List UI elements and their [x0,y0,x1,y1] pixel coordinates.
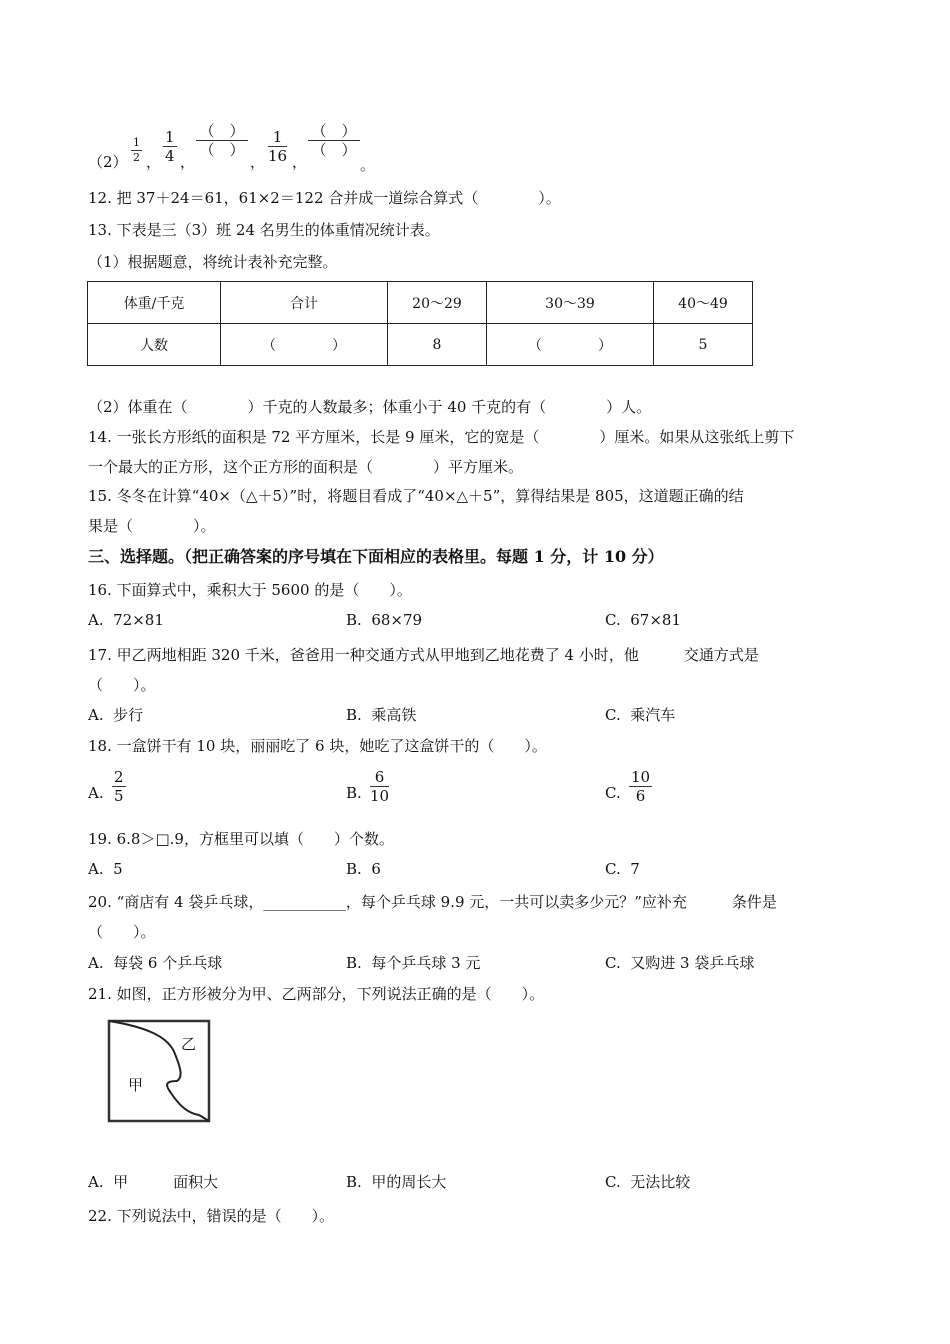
option-b[interactable]: B. 68×79 [346,611,423,629]
numerator: 2 [114,768,124,786]
option-a[interactable]: A. 步行 [88,706,144,724]
table-cell: 8 [388,324,487,366]
option-b[interactable]: B. 甲的周长大 [346,1173,447,1191]
option-a-fraction[interactable] [112,768,126,805]
numerator: 1 [133,136,140,149]
option-b-fraction[interactable] [370,768,389,805]
option-b[interactable]: B. 每个乒乓球 3 元 [346,954,481,972]
question-18: 18. 一盒饼干有 10 块，丽丽吃了 6 块，她吃了这盒饼干的（ ）。 [88,737,547,755]
question-19: 19. 6.8＞□.9，方框里可以填（ ）个数。 [88,830,394,848]
option-c[interactable]: C. 无法比较 [605,1173,691,1191]
denominator: （ ） [311,141,357,159]
option-b[interactable]: B. 6 [346,860,381,878]
table-cell: 5 [654,324,753,366]
option-c[interactable]: C. 乘汽车 [605,706,676,724]
table-header: 40～49 [654,282,753,324]
numerator: （ ） [196,122,248,141]
denominator: 5 [114,787,124,805]
option-c[interactable]: C. 7 [605,860,640,878]
option-b-label[interactable]: B. [346,784,362,802]
denominator: 4 [165,147,175,165]
comma: ， [250,153,266,171]
weight-stats-table [87,281,753,366]
question-14-line2: 一个最大的正方形，这个正方形的面积是（ ）平方厘米。 [88,458,524,476]
option-a[interactable]: A. 5 [88,860,123,878]
fraction [163,128,177,165]
question-13-sub2: （2）体重在（ ）千克的人数最多；体重小于 40 千克的有（ ）人。 [88,398,652,416]
option-a[interactable]: A. 72×81 [88,611,164,629]
question-13-sub1: （1）根据题意，将统计表补充完整。 [88,253,338,271]
fraction-blank[interactable] [196,122,248,159]
option-c[interactable]: C. 又购进 3 袋乒乓球 [605,954,755,972]
question-17: 17. 甲乙两地相距 320 千米，爸爸用一种交通方式从甲地到乙地花费了 4 小时，他 交通方式是 [88,646,759,664]
option-c[interactable]: C. 67×81 [605,611,681,629]
option-a[interactable]: A. 每袋 6 个乒乓球 [88,954,223,972]
numerator: 1 [268,128,287,147]
region-yi-label: 乙 [181,1035,197,1053]
table-cell-blank[interactable]: （ ） [487,324,654,366]
period: 。 [360,156,376,174]
option-c-label[interactable]: C. [605,784,621,802]
section-3-heading: 三、选择题。（把正确答案的序号填在下面相应的表格里。每题 1 分，计 10 分） [88,547,664,566]
q11-label: （2） [88,153,128,171]
fraction [268,128,287,165]
question-14-line1: 14. 一张长方形纸的面积是 72 平方厘米，长是 9 厘米，它的宽是（ ）厘米。如果从这张纸上剪下 [88,428,795,446]
denominator: 16 [268,147,288,165]
option-c-fraction[interactable] [629,768,652,805]
question-22: 22. 下列说法中，错误的是（ ）。 [88,1207,335,1225]
question-15-line2: 果是（ ）。 [88,517,216,535]
numerator: 10 [631,768,651,786]
comma: ， [292,153,308,171]
denominator: 6 [635,787,646,805]
question-21: 21. 如图，正方形被分为甲、乙两部分，下列说法正确的是（ ）。 [88,985,545,1003]
option-a-label[interactable]: A. [88,784,104,802]
denominator: 2 [133,151,140,164]
region-jia-label: 甲 [128,1076,144,1094]
comma: ， [180,153,196,171]
option-b[interactable]: B. 乘高铁 [346,706,417,724]
question-13-title: 13. 下表是三（3）班 24 名男生的体重情况统计表。 [88,221,440,239]
comma: ， [146,153,162,171]
denominator: 10 [370,787,390,805]
question-20-line2: （ ）。 [88,923,156,941]
table-row [88,324,753,366]
table-header: 20～29 [388,282,487,324]
fraction-blank[interactable] [308,122,360,159]
table-header: 合计 [221,282,388,324]
question-17-line2: （ ）。 [88,676,156,694]
question-15-line1: 15. 冬冬在计算“40×（△＋5）”时，将题目看成了“40×△＋5”，算得结果是 805，这道题正确的结 [88,487,744,505]
question-20: 20. “商店有 4 袋乒乓球，___________，每个乒乓球 9.9 元，一共可以卖多少元？”应补充 条件是 [88,893,777,911]
table-header: 体重/千克 [88,282,221,324]
question-12: 12. 把 37＋24＝61，61×2＝122 合并成一道综合算式（ ）。 [88,189,561,207]
table-header: 30～39 [487,282,654,324]
question-16: 16. 下面算式中，乘积大于 5600 的是（ ）。 [88,581,412,599]
table-cell-blank[interactable]: （ ） [221,324,388,366]
numerator: （ ） [308,122,360,141]
numerator: 1 [165,128,175,146]
numerator: 6 [370,768,389,787]
table-header-row [88,282,753,324]
option-a[interactable]: A. 甲 面积大 [88,1173,219,1191]
denominator: （ ） [199,141,245,159]
table-cell: 人数 [88,324,221,366]
fraction [131,136,142,165]
